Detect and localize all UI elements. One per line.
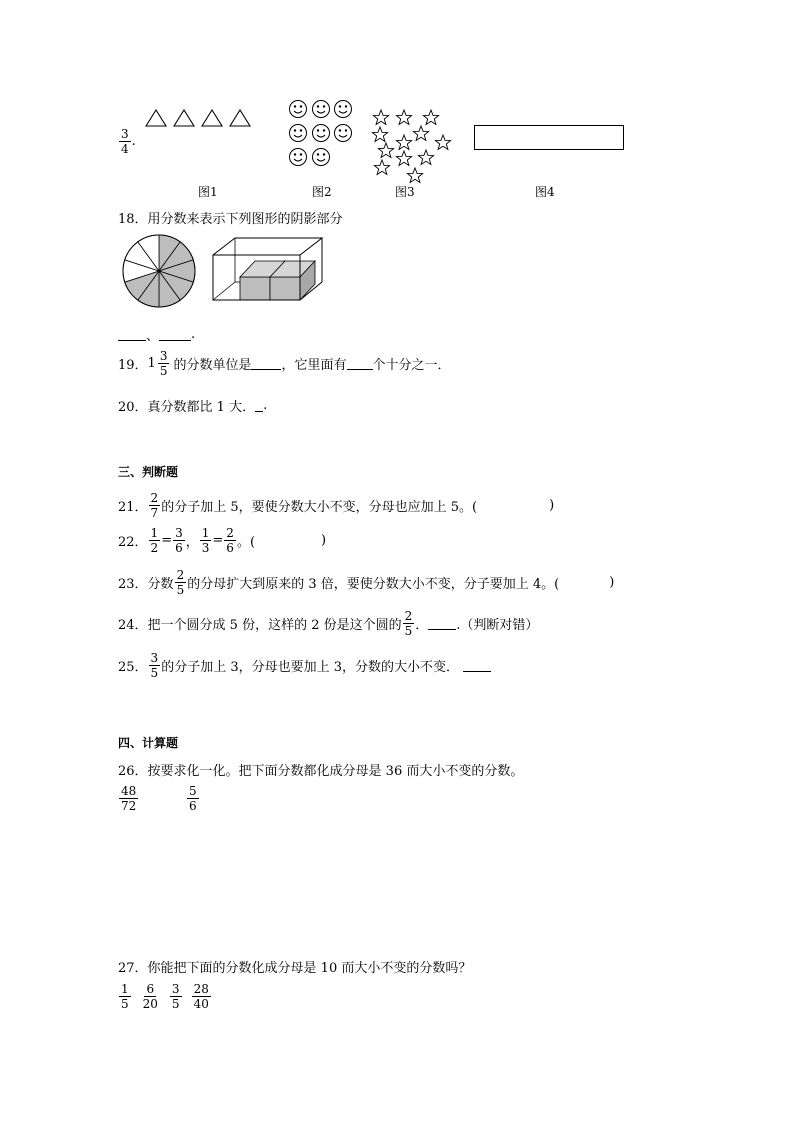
question-number: 25． [118, 660, 148, 675]
caption-figure-1: 图1 [198, 185, 218, 199]
answer-blank[interactable] [428, 617, 456, 630]
smiley-icon [290, 125, 307, 142]
star-icon [413, 126, 428, 141]
denominator: 5 [159, 364, 168, 378]
denominator: 5 [404, 624, 413, 638]
star-icon [372, 127, 387, 142]
period: ． [415, 618, 429, 633]
denominator: 72 [121, 799, 137, 813]
numerator: 3 [175, 526, 183, 540]
star-icon [396, 151, 411, 166]
smiley-icon [313, 101, 330, 118]
question-number: 24． [118, 618, 148, 633]
period: . [131, 134, 136, 149]
shaded-cuboid-figure [210, 236, 326, 304]
numerator: 2 [150, 491, 159, 505]
shaded-circle-figure [120, 232, 198, 310]
answer-blank[interactable] [251, 357, 281, 370]
smiley-icon [290, 149, 307, 166]
star-icon [407, 168, 422, 183]
denominator: 40 [193, 997, 209, 1011]
triangle-icon [174, 110, 194, 126]
equals-sign: = [212, 533, 224, 548]
figure-3-stars [368, 106, 458, 186]
question-text: 。( [236, 535, 256, 550]
question-21 [118, 492, 554, 519]
question-text: ，它里面有 [281, 358, 347, 373]
section-title-judgment: 三、判断题 [118, 465, 179, 479]
whole-part: 1 [147, 356, 156, 371]
triangle-icon [230, 110, 250, 126]
denominator: 7 [150, 506, 159, 520]
figure-2-smileys [286, 98, 356, 170]
star-icon [396, 110, 411, 125]
answer-blank[interactable] [255, 399, 263, 412]
question-18-text: 18．用分数来表示下列图形的阴影部分 [118, 212, 343, 227]
star-icon [423, 110, 438, 125]
numerator: 1 [150, 526, 159, 540]
numerator: 5 [189, 784, 197, 798]
denominator: 5 [171, 997, 180, 1011]
denominator: 3 [201, 541, 210, 555]
question-18-answers [118, 325, 195, 344]
caption-figure-2: 图2 [312, 185, 332, 199]
question-19 [118, 350, 451, 377]
question-number: 19． [118, 358, 148, 373]
figure-1-triangles [142, 106, 254, 130]
smiley-icon [290, 101, 307, 118]
numerator: 6 [146, 982, 155, 996]
shaded-cube-front [270, 277, 300, 300]
answer-blank[interactable] [347, 357, 373, 370]
question-text: 的分数单位是 [173, 358, 252, 373]
caption-figure-3: 图3 [395, 185, 415, 199]
denominator: 6 [175, 541, 183, 555]
denominator: 5 [176, 583, 185, 597]
question-27-fractions [118, 983, 212, 1010]
question-text: 的分子加上 5，要使分数大小不变，分母也应加上 5。( [161, 500, 478, 515]
star-icon [418, 150, 433, 165]
question-26 [118, 760, 523, 779]
period: . [191, 327, 196, 342]
numerator: 1 [121, 982, 129, 996]
denominator: 6 [189, 799, 197, 813]
question-text: 26．按要求化一化。把下面分数都化成分母是 36 而大小不变的分数。 [118, 764, 524, 779]
question-text: 27．你能把下面的分数化成分母是 10 而大小不变的分数吗？ [118, 961, 472, 976]
denominator: 4 [121, 142, 129, 156]
equals-sign: = [161, 533, 173, 548]
star-icon [378, 143, 393, 158]
star-icon [373, 110, 388, 125]
numerator: 2 [176, 568, 185, 582]
question-24 [118, 610, 538, 637]
question-number: 21． [118, 500, 148, 515]
fraction-three-quarters [118, 128, 136, 155]
question-18 [118, 208, 343, 227]
denominator: 5 [121, 997, 129, 1011]
numerator: 2 [404, 609, 413, 623]
numerator: 28 [193, 982, 209, 996]
question-26-fraction-2 [186, 785, 200, 812]
close-paren: ) [609, 575, 615, 590]
denominator: 5 [150, 666, 159, 680]
denominator: 2 [150, 541, 159, 555]
period: . [263, 398, 268, 413]
denominator: 20 [142, 997, 158, 1011]
question-text: 个十分之一． [372, 358, 451, 373]
close-paren: ) [549, 498, 555, 513]
question-text: 20．真分数都比 1 大． [118, 400, 256, 415]
caption-figure-4: 图4 [535, 185, 555, 199]
numerator: 3 [171, 982, 180, 996]
star-icon [435, 135, 450, 150]
smiley-icon [313, 125, 330, 142]
separator: 、 [146, 329, 160, 344]
question-25 [118, 652, 491, 679]
question-number: 23． [118, 577, 148, 592]
triangle-icon [146, 110, 166, 126]
question-text: 分数 [147, 577, 174, 592]
smiley-icon [313, 149, 330, 166]
figure-4-rectangle [474, 125, 624, 150]
smiley-icon [335, 125, 352, 142]
question-22 [118, 527, 326, 554]
denominator: 6 [226, 541, 234, 555]
close-paren: ) [321, 533, 327, 548]
question-27 [118, 957, 471, 976]
question-number: 22． [118, 535, 148, 550]
question-text: 的分子加上 3，分母也要加上 3，分数的大小不变． [161, 660, 459, 675]
numerator: 3 [121, 127, 129, 141]
question-23 [118, 569, 614, 596]
star-icon [374, 160, 389, 175]
numerator: 48 [121, 784, 137, 798]
numerator: 1 [201, 526, 210, 540]
question-text: .（判断对错） [456, 618, 539, 633]
question-20 [118, 396, 267, 415]
numerator: 2 [226, 526, 234, 540]
star-icon [396, 135, 411, 150]
comma: ， [185, 535, 199, 550]
mixed-number [148, 350, 171, 377]
shaded-cube-front [240, 277, 270, 300]
answer-blank[interactable] [463, 659, 491, 672]
numerator: 3 [159, 349, 168, 363]
question-26-fraction-1 [118, 785, 139, 812]
triangle-icon [202, 110, 222, 126]
question-text: 的分母扩大到原来的 3 倍，要使分数大小不变，分子要加上 4。( [187, 577, 560, 592]
numerator: 3 [150, 651, 159, 665]
smiley-icon [335, 101, 352, 118]
question-text: 把一个圆分成 5 份，这样的 2 份是这个圆的 [147, 618, 402, 633]
answer-blank[interactable] [118, 328, 146, 341]
section-title-calculation: 四、计算题 [118, 736, 179, 750]
answer-blank[interactable] [159, 328, 191, 341]
